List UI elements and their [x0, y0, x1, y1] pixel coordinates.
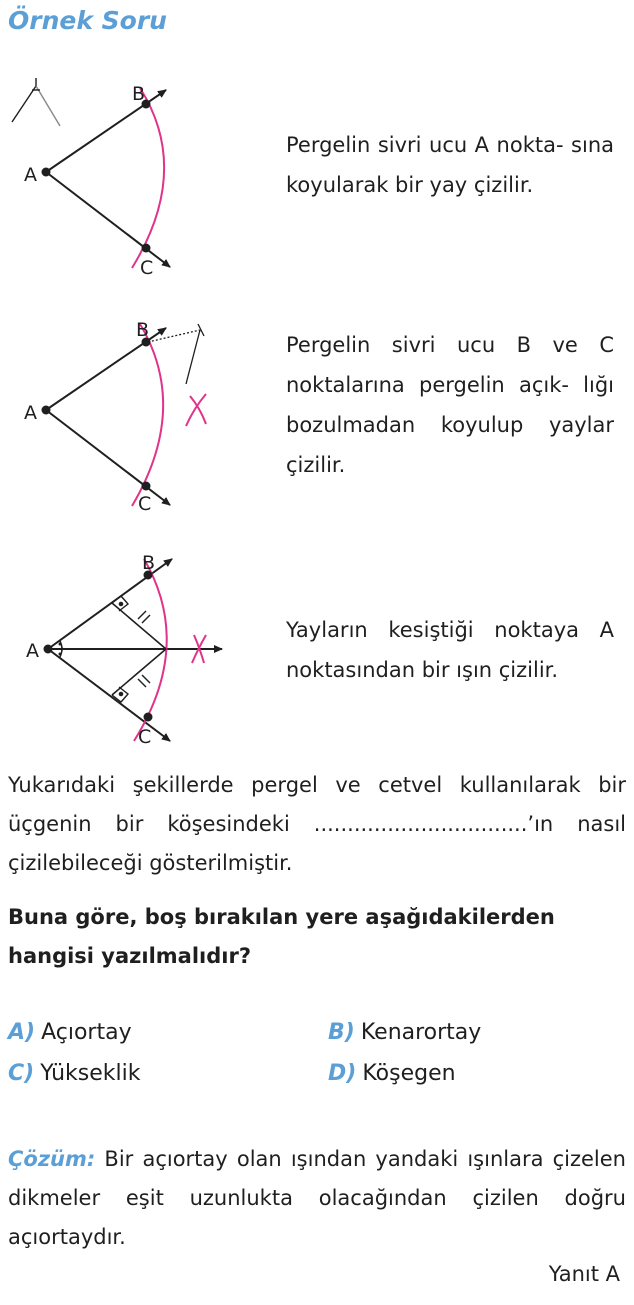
label-a: A	[26, 640, 39, 662]
label-c: C	[138, 493, 152, 515]
point-a	[42, 168, 51, 177]
figure-step-1	[0, 60, 260, 290]
option-c-letter: C)	[8, 1061, 35, 1086]
point-c	[142, 244, 151, 253]
label-b: B	[136, 319, 150, 341]
option-d-letter: D)	[328, 1061, 357, 1086]
point-a	[42, 406, 51, 415]
solution	[8, 1140, 626, 1257]
point-c	[144, 713, 153, 722]
question-intro	[8, 766, 626, 883]
label-c: C	[138, 726, 152, 748]
compass-icon	[12, 78, 60, 126]
point-a	[44, 645, 53, 654]
label-a: A	[24, 402, 37, 424]
option-c-text: Yükseklik	[40, 1061, 141, 1086]
figure-step-1-drawing	[0, 60, 260, 290]
ray-ac	[48, 649, 170, 741]
figure-step-3	[0, 545, 260, 755]
option-d[interactable]	[328, 1061, 456, 1086]
option-b-letter: B)	[328, 1020, 355, 1045]
option-b[interactable]	[328, 1020, 481, 1045]
step-1-text: Pergelin sivri ucu A nokta- sına koyularak bir yay çizilir.	[286, 133, 614, 197]
option-a[interactable]	[8, 1020, 132, 1045]
question-intro-part2: ’ın nasıl çizilebileceği gösterilmiştir.	[8, 812, 626, 875]
step-2-text: Pergelin sivri ucu B ve C noktalarına pergelin açık- lığı bozulmadan koyulup yaylar çizilir.	[286, 333, 614, 477]
option-a-text: Açıortay	[41, 1020, 132, 1045]
answer: Yanıt A	[548, 1262, 620, 1286]
question-blank: ................................	[313, 812, 528, 836]
figure-step-2-drawing	[0, 300, 260, 530]
solution-label: Çözüm:	[8, 1147, 96, 1171]
option-d-text: Köşegen	[362, 1061, 456, 1086]
compass-icon	[148, 324, 204, 384]
ray-ac	[46, 410, 170, 505]
page-title: Örnek Soru	[8, 6, 167, 35]
point-c	[142, 482, 151, 491]
question-prompt: Buna göre, boş bırakılan yere aşağıdakilerden hangisi yazılmalıdır?	[8, 905, 555, 968]
ray-ac	[46, 172, 170, 267]
step-3-text: Yayların kesiştiği noktaya A noktasından bir ışın çizilir.	[286, 618, 614, 682]
label-a: A	[24, 164, 37, 186]
option-a-letter: A)	[8, 1020, 36, 1045]
intersection-arcs	[186, 394, 206, 426]
option-b-text: Kenarortay	[360, 1020, 482, 1045]
figure-step-2	[0, 300, 260, 530]
question-intro-part1: Yukarıdaki şekillerde pergel ve cetvel kullanılarak bir üçgenin bir köşesindeki	[8, 773, 626, 836]
label-b: B	[142, 552, 156, 574]
label-c: C	[140, 257, 154, 279]
figure-step-3-drawing	[0, 545, 260, 755]
label-b: B	[132, 83, 146, 105]
option-c[interactable]	[8, 1061, 141, 1086]
solution-text: Bir açıortay olan ışından yandaki ışınlara çizelen dikmeler eşit uzunlukta olacağından çizilen doğru açıortaydır.	[8, 1147, 626, 1249]
